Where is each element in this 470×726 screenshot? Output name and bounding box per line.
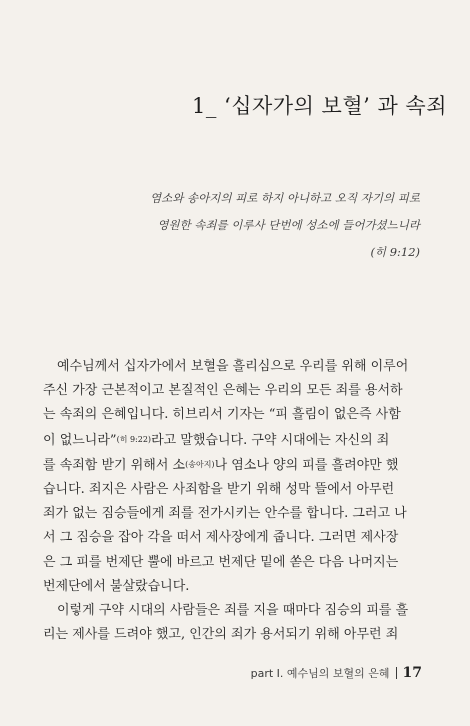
footer-divider: [396, 667, 397, 679]
text-segment: 를 속죄함 받기 위해서 소: [43, 457, 186, 473]
chapter-title: 1_ ‘십자가의 보혈’ 과 속죄: [192, 94, 447, 118]
text-line: 주신 가장 근본적이고 본질적인 은혜는 우리의 모든 죄를 용서하: [43, 383, 403, 399]
text-line: 은 그 피를 번제단 뿔에 바르고 번제단 밑에 쏟은 다음 나머지는: [43, 554, 399, 570]
epigraph-line: 영원한 속죄를 이루사 단번에 성소에 들어가셨느니라: [157, 218, 420, 232]
paragraph: [43, 355, 429, 379]
page-number: 17: [402, 665, 422, 681]
paragraph: [43, 599, 429, 623]
text-line: 서 그 짐승을 잡아 각을 떠서 제사장에게 줍니다. 그러면 제사장: [43, 530, 399, 546]
text-line: 이렇게 구약 시대의 사람들은 죄를 지을 때마다 짐승의 피를 흘: [57, 603, 409, 619]
text-segment: 라고 말했습니다. 구약 시대에는 자신의 죄: [151, 432, 390, 448]
text-segment: 이 없느니라”: [43, 432, 117, 448]
text-line: 습니다. 죄지은 사람은 사죄함을 받기 위해 성막 뜰에서 아무런: [43, 482, 395, 498]
text-line: 는 속죄의 은혜입니다. 히브리서 기자는 “피 흘림이 없은즉 사함: [43, 407, 401, 423]
text-line: 리는 제사를 드려야 했고, 인간의 죄가 용서되기 위해 아무런 죄: [43, 627, 399, 643]
text-line: 번제단에서 불살랐습니다.: [43, 578, 190, 594]
epigraph-quote: [90, 185, 420, 266]
body-text: [43, 355, 429, 647]
inline-note: (송아지): [185, 459, 215, 469]
text-line: [43, 428, 429, 453]
footer-part-title: part Ⅰ. 예수님의 보혈의 은혜: [250, 667, 390, 680]
running-footer: [251, 665, 422, 681]
text-segment: 나 염소나 양의 피를 흘려야만 했: [214, 457, 399, 473]
text-line: 예수님께서 십자가에서 보혈을 흘리심으로 우리를 위해 이루어: [57, 359, 409, 374]
text-line: 죄가 없는 짐승들에게 죄를 전가시키는 안수를 합니다. 그러고 나: [43, 506, 407, 522]
epigraph-line: 염소와 송아지의 피로 하지 아니하고 오직 자기의 피로: [150, 191, 420, 205]
text-line: [43, 453, 429, 478]
epigraph-reference: (히 9:12): [370, 245, 420, 259]
scripture-reference: (히 9:22): [116, 434, 152, 444]
